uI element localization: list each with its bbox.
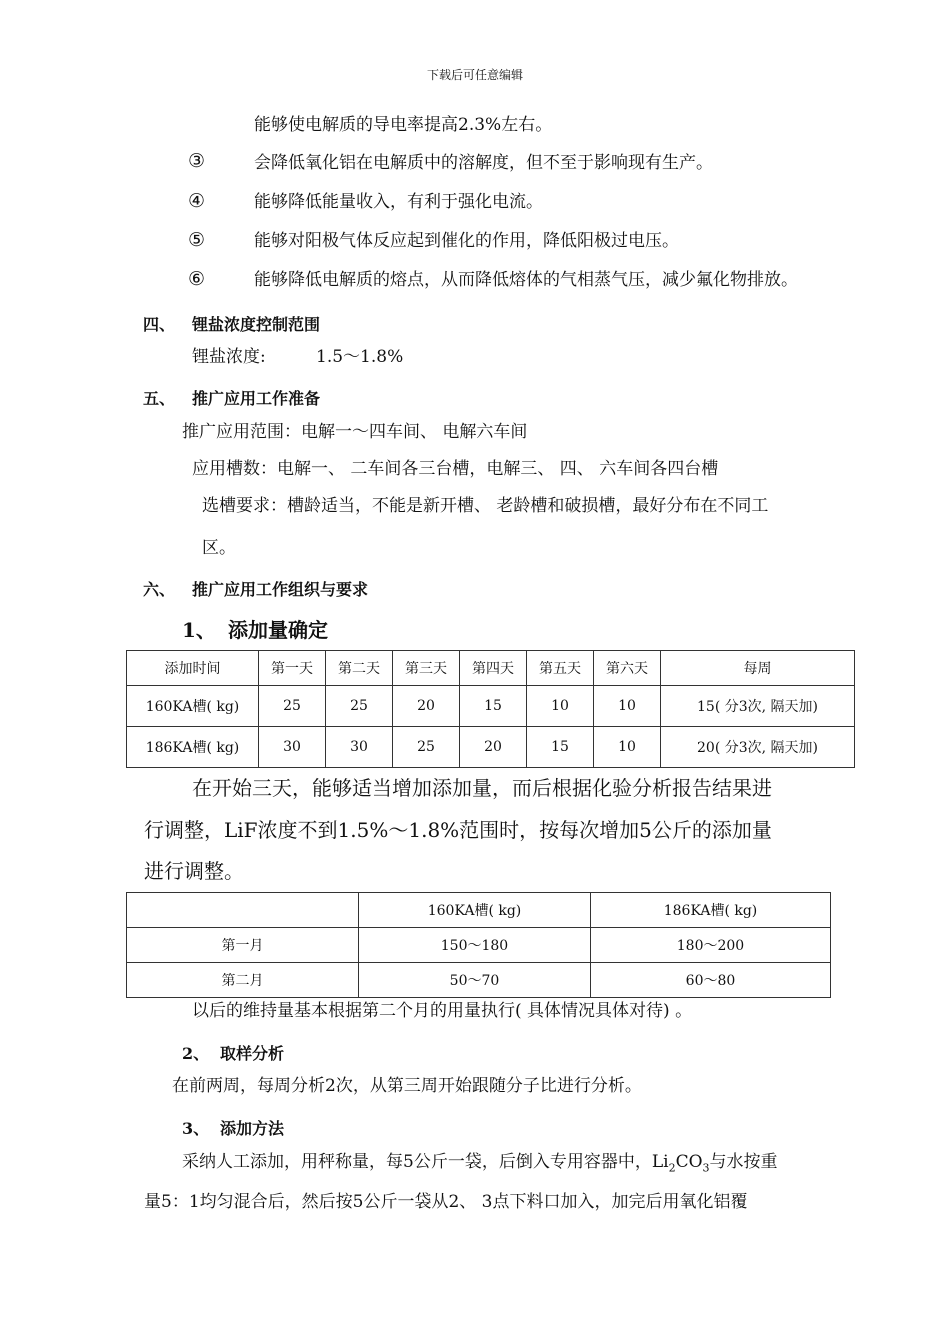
adjustment-paragraph-line1: 在开始三天，能够适当增加添加量，而后根据化验分析报告结果进	[192, 776, 772, 800]
table-cell: 10	[594, 727, 661, 768]
table-header-cell: 186KA槽( kg)	[591, 893, 831, 928]
table-cell: 15	[527, 727, 594, 768]
table-cell: 20	[460, 727, 527, 768]
effect-text: 会降低氧化铝在电解质中的溶解度，但不至于影响现有生产。	[254, 153, 713, 173]
table-cell: 180～200	[591, 928, 831, 963]
table-cell: 第二月	[127, 963, 359, 998]
table-header-cell: 第二天	[326, 651, 393, 686]
sub1-number: 1、	[182, 618, 216, 642]
section4-title: 锂盐浓度控制范围	[192, 315, 321, 334]
table-cell: 25	[393, 727, 460, 768]
table-cell: 150～180	[359, 928, 591, 963]
table-header-cell: 第四天	[460, 651, 527, 686]
formula-subscript-2: 2	[668, 1161, 676, 1175]
method-line1	[182, 1154, 778, 1173]
table-header-cell: 第一天	[259, 651, 326, 686]
table-header-cell: 第三天	[393, 651, 460, 686]
method-line1-end: 与水按重	[709, 1152, 778, 1172]
cell-selection-line1: 选槽要求：槽龄适当，不能是新开槽、 老龄槽和破损槽，最好分布在不同工	[202, 496, 769, 516]
table-header-cell	[127, 893, 359, 928]
cell-selection-line2: 区。	[202, 538, 236, 558]
effect-text: 能够降低电解质的熔点，从而降低熔体的气相蒸气压，减少氟化物排放。	[254, 270, 798, 290]
table-cell: 第一月	[127, 928, 359, 963]
table-header-cell: 添加时间	[127, 651, 259, 686]
sub1-title: 添加量确定	[228, 618, 328, 642]
effect-number: ③	[188, 150, 206, 172]
table-cell: 25	[259, 686, 326, 727]
application-scope: 推广应用范围：电解一～四车间、 电解六车间	[182, 422, 528, 442]
page-header: 下载后可任意编辑	[426, 68, 523, 82]
lithium-concentration-label: 锂盐浓度:	[192, 347, 266, 367]
effect-number: ⑤	[188, 229, 206, 251]
lithium-concentration-value: 1.5～1.8%	[316, 347, 404, 367]
maintenance-note: 以后的维持量基本根据第二个月的用量执行( 具体情况具体对待) 。	[192, 1001, 693, 1021]
section5-title: 推广应用工作准备	[192, 389, 321, 408]
table-cell: 15	[460, 686, 527, 727]
formula-li: Li	[651, 1152, 669, 1172]
section6-number: 六、	[143, 580, 176, 599]
section5-number: 五、	[143, 389, 176, 408]
table-header-cell: 每周	[661, 651, 855, 686]
sub3-title: 添加方法	[220, 1119, 285, 1138]
effect-number: ④	[188, 190, 206, 212]
adjustment-paragraph-line2: 行调整，LiF浓度不到1.5%～1.8%范围时，按每次增加5公斤的添加量	[144, 818, 772, 842]
application-cells: 应用槽数：电解一、 二车间各三台槽，电解三、 四、 六车间各四台槽	[192, 459, 719, 479]
table-cell: 20	[393, 686, 460, 727]
table-cell: 20( 分3次, 隔天加)	[661, 727, 855, 768]
table-cell: 30	[326, 727, 393, 768]
sampling-text: 在前两周，每周分析2次，从第三周开始跟随分子比进行分析。	[172, 1076, 642, 1096]
table-cell: 30	[259, 727, 326, 768]
intro-line: 能够使电解质的导电率提高2.3%左右。	[254, 115, 553, 135]
table-cell: 50～70	[359, 963, 591, 998]
formula-subscript-3: 3	[702, 1161, 710, 1175]
table-cell: 60～80	[591, 963, 831, 998]
table-header-cell: 第五天	[527, 651, 594, 686]
table-header-row	[127, 893, 831, 928]
section4-number: 四、	[143, 315, 176, 334]
method-line1-start: 采纳人工添加，用秤称量，每5公斤一袋，后倒入专用容器中，	[182, 1152, 652, 1172]
table-cell: 10	[594, 686, 661, 727]
monthly-amount-table	[126, 892, 831, 998]
effect-text: 能够降低能量收入，有利于强化电流。	[254, 192, 543, 212]
addition-amount-table	[126, 650, 855, 768]
table-header-cell: 160KA槽( kg)	[359, 893, 591, 928]
table-header-cell: 第六天	[594, 651, 661, 686]
adjustment-paragraph-line3: 进行调整。	[144, 859, 244, 883]
section6-title: 推广应用工作组织与要求	[192, 580, 369, 599]
table-row	[127, 727, 855, 768]
table-cell: 15( 分3次, 隔天加)	[661, 686, 855, 727]
sub2-number: 2、	[182, 1044, 210, 1063]
table-row	[127, 963, 831, 998]
table-cell: 10	[527, 686, 594, 727]
table-header-row	[127, 651, 855, 686]
effect-number: ⑥	[188, 268, 206, 290]
table-row	[127, 686, 855, 727]
table-cell: 25	[326, 686, 393, 727]
formula-co: CO	[675, 1152, 703, 1172]
method-line2: 量5：1均匀混合后，然后按5公斤一袋从2、 3点下料口加入，加完后用氧化铝覆	[144, 1192, 748, 1212]
table-cell: 160KA槽( kg)	[127, 686, 259, 727]
table-row	[127, 928, 831, 963]
sub2-title: 取样分析	[220, 1044, 285, 1063]
table-cell: 186KA槽( kg)	[127, 727, 259, 768]
sub3-number: 3、	[182, 1119, 210, 1138]
effect-text: 能够对阳极气体反应起到催化的作用，降低阳极过电压。	[254, 231, 679, 251]
